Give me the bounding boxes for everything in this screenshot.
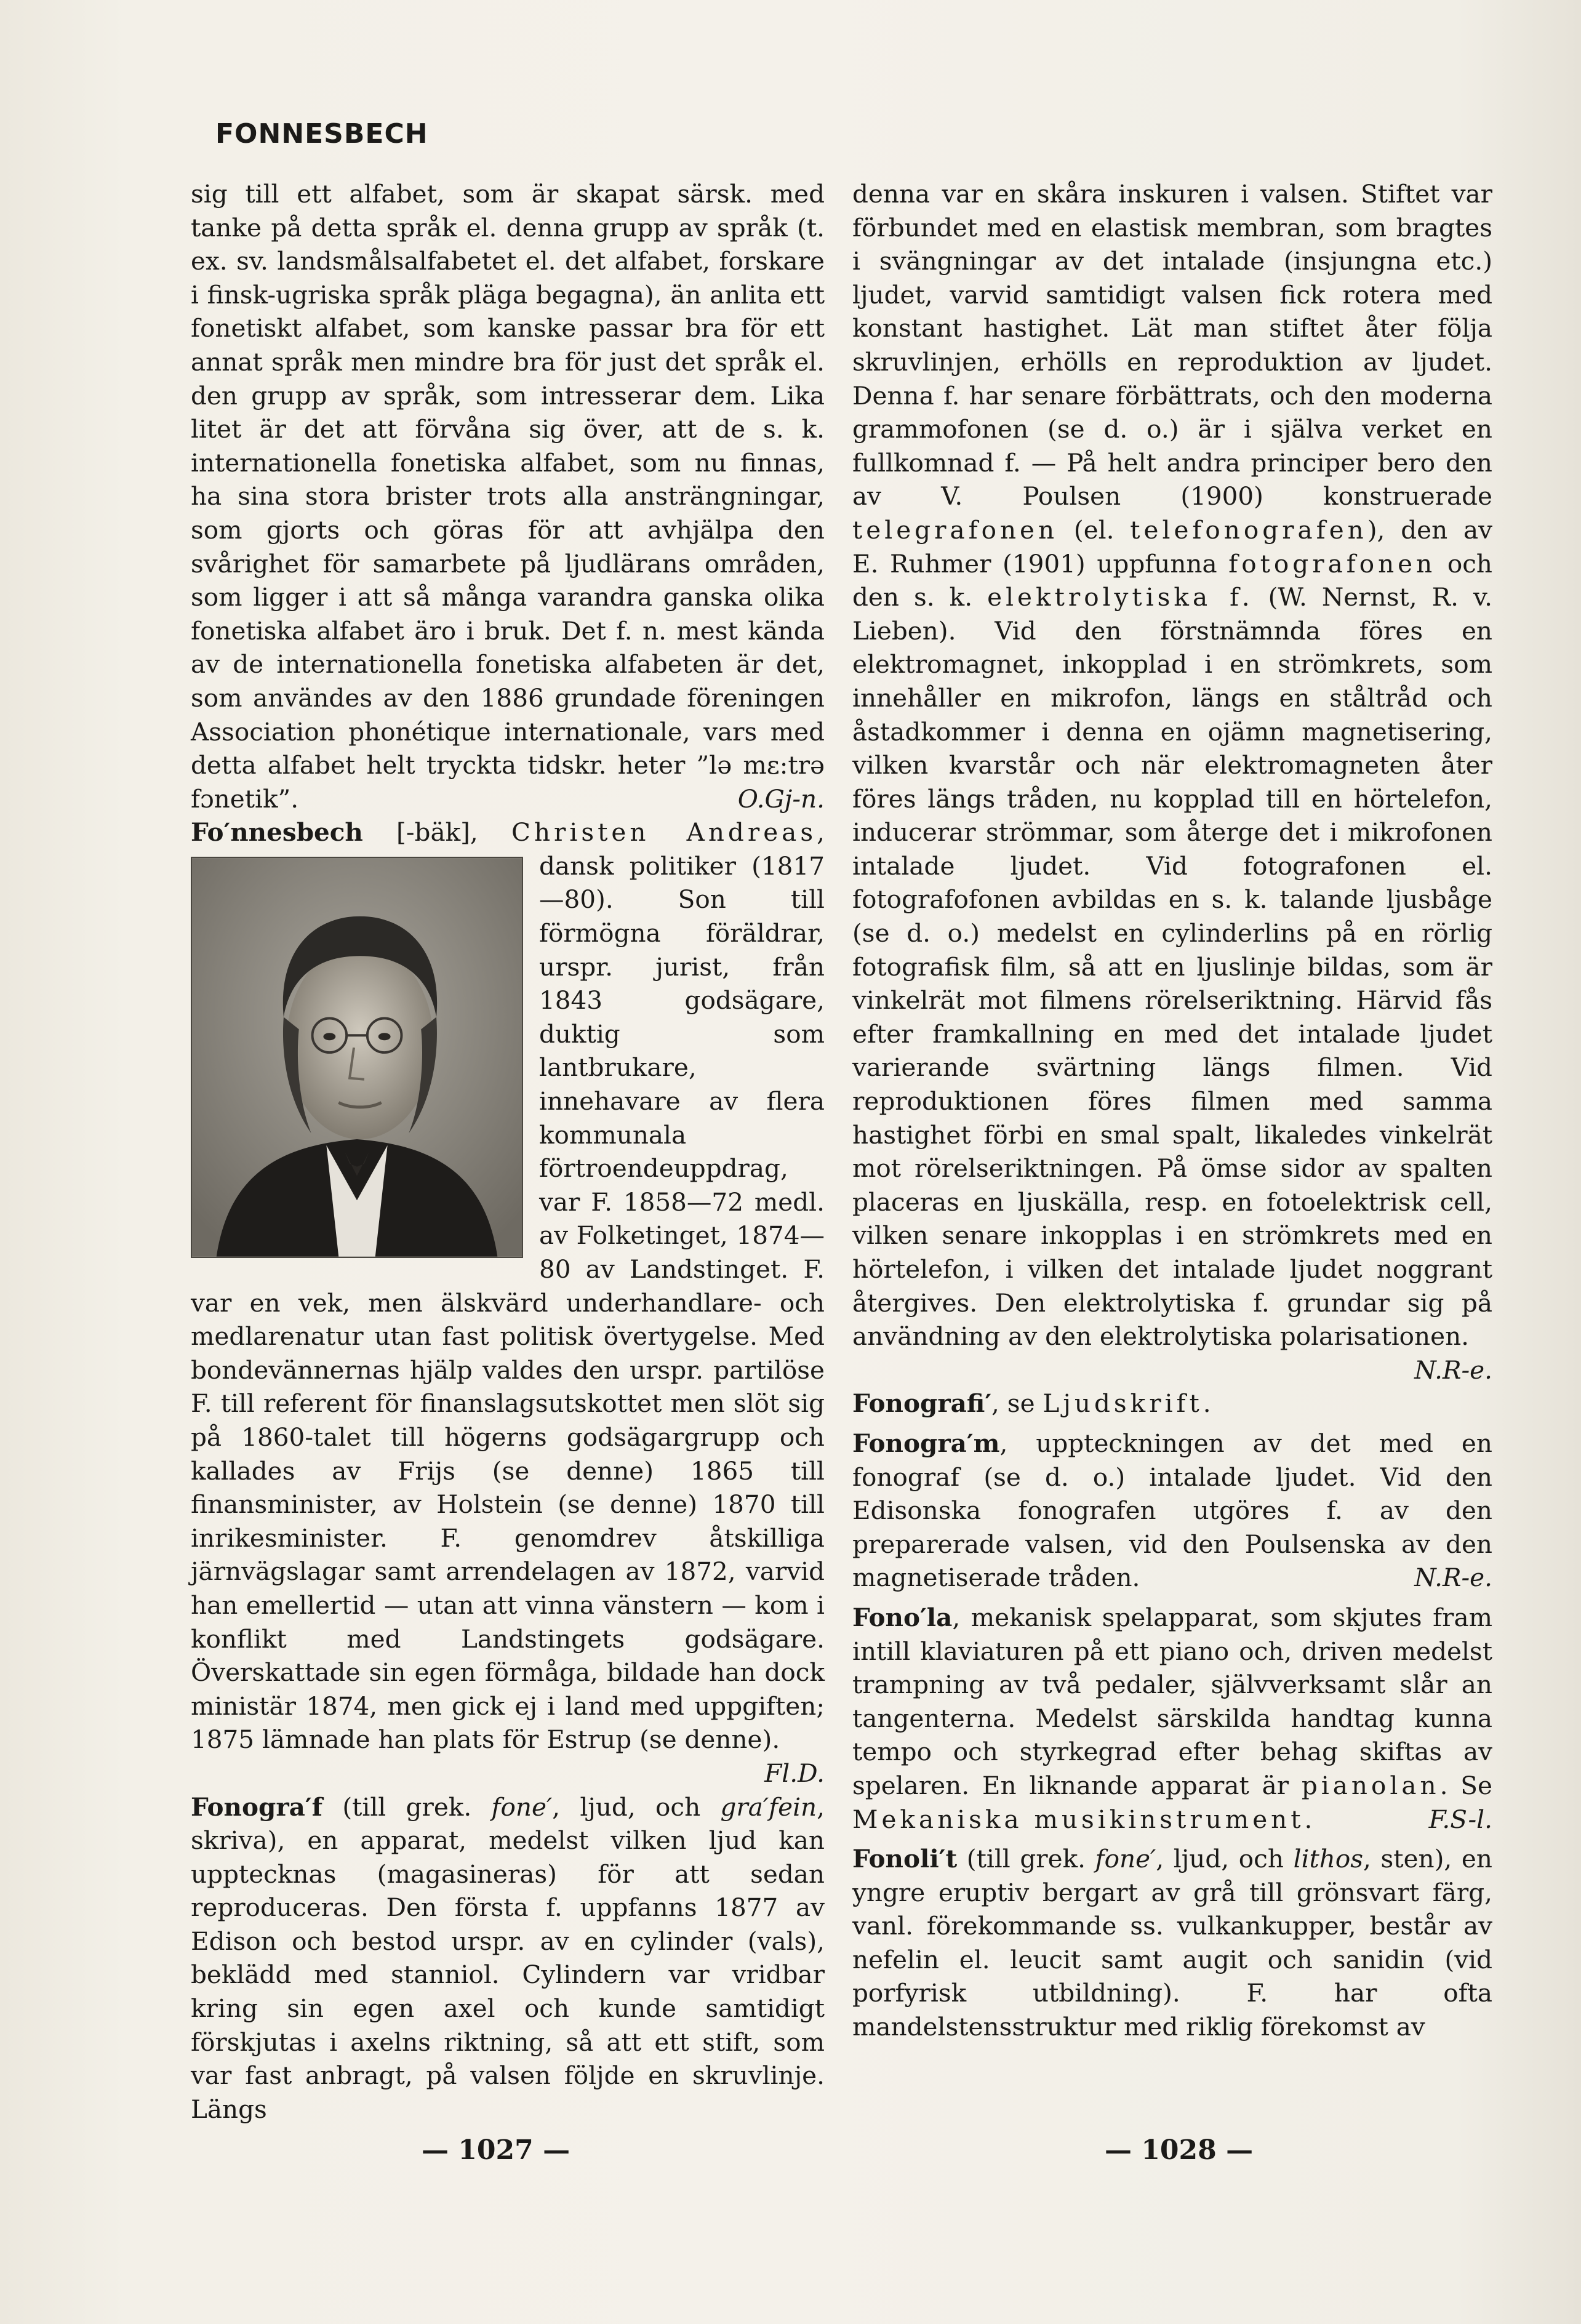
running-header: FONNESBECH xyxy=(215,118,428,150)
entry-fonografi xyxy=(852,1387,1492,1420)
entry-text: , sten), en yngre eruptiv bergart av grå till grönsvart färg, vanl. förekommande ss. vulkankupper, består av nefelin el. leucit samt augit och sanidin (vid porfyrisk utbildning). F. har ofta mandelstensstruktur med riklig förekomst av xyxy=(852,1844,1492,2042)
entry-text: . Se xyxy=(1439,1770,1492,1800)
entry-fonograf-continued xyxy=(852,177,1493,1385)
cross-reference: Mekaniska musikinstrument xyxy=(852,1804,1305,1834)
right-column xyxy=(852,177,1492,2044)
term: elektrolytiska f. xyxy=(987,582,1254,612)
person-name: Christen Andreas xyxy=(511,817,817,847)
entry-text: denna var en skåra inskuren i valsen. Stiftet var förbundet med en elastisk membran, som bragtes i svängningar av det intalade (insjungna etc.) ljudet, varvid samtidigt valsen fick rotera med konstant hastighet. Lät man stiftet åter följa skruvlinjen, erhölls en reproduktion av ljudet. Denna f. har senare förbättrats, och den moderna grammofonen (se d. o.) är i själva verket en fullkomnad f. — På helt andra principer bero den av V. Poulsen (1900) konstruerade xyxy=(852,179,1492,511)
entry-text: , skriva), en apparat, medelst vilken ljud kan upptecknas (magasineras) för att sedan reproduceras. Den första f. uppfanns 1877 av Edison och bestod urspr. av en cylinder (vals), beklädd med stanniol. Cylindern var vridbar kring sin egen axel och kunde samtidigt förskjutas i axelns riktning, så att ett stift, som var fast anbragt, på valsen följde en skruvlinje. Längs xyxy=(191,1792,825,2124)
page-number-right: — 1028 — xyxy=(1105,2134,1254,2166)
entry-text: . xyxy=(1304,1804,1313,1834)
portrait-photo xyxy=(191,857,523,1258)
entry-text: , se xyxy=(991,1388,1043,1419)
entry-fonogram xyxy=(852,1427,1492,1595)
headword: Fonogra′m xyxy=(852,1428,1000,1458)
entry-fonola xyxy=(852,1601,1492,1836)
intro-text: sig till ett alfabet, som är skapat särsk. med tanke på detta språk el. denna grupp av språk (t. ex. sv. landsmålsalfabetet el. det alfabet, forskare i finsk-ugriska språk pläga begagna), än anlita ett fonetiskt alfabet, som kanske passar bra för ett annat språk men mindre bra för just det språk el. den grupp av språk, som intresserar dem. Lika litet är det att förvåna sig över, att de s. k. internationella fonetiska alfabet, som nu finnas, ha sina stora brister trots alla ansträngningar, som gjorts och göras för att avhjälpa den svårighet för samarbete på ljudlärans områden, som ligger i att så många varandra ganska olika fonetiska alfabet äro i bruk. Det f. n. mest kända av de internationella fonetiska alfabeten är det, som användes av den 1886 grundade föreningen Association phonétique internationale, vars med detta alfabet helt tryckta tidskr. heter ”lə mɛ:trə fɔnetik”. xyxy=(191,179,825,814)
entry-text: (till grek. xyxy=(322,1792,492,1822)
entry-text: , uppteckningen av det med en fonograf (se d. o.) intalade ljudet. Vid den Edisonska fonografen utgöres f. av den preparerade valsen, vid den Poulsenska av den magnetiserade tråden. xyxy=(852,1428,1492,1593)
headword: Fonogra′f xyxy=(191,1792,323,1822)
pronunciation: [-bäk], xyxy=(362,817,511,847)
headword: Fono′la xyxy=(852,1602,953,1632)
term: telegrafonen xyxy=(852,515,1059,545)
entry-text: ), den av E. Ruhmer (1901) uppfunna xyxy=(852,515,1492,579)
term: telefonografen xyxy=(1130,515,1367,545)
entry-body: , dansk politiker (1817—80). Son till förmögna föräldrar, urspr. jurist, från 1843 godsägare, duktig som lantbrukare, innehavare av flera kommunala förtroendeuppdrag, var F. 1858—72 medl. av Folketinget, 1874—80 av Landstinget. F. var en vek, men älskvärd underhandlare- och medlarenatur utan fast politisk övertygelse. Med bondevännernas hjälp valdes den urspr. partilöse F. till referent för finanslagsutskottet men slöt sig på 1860-talet till högerns godsägargrupp och kallades av Frijs (se denne) 1865 till finansminister, av Holstein (se denne) 1870 till inrikesminister. F. genomdrev åtskilliga järnvägslagar samt arrendelagen av 1872, varvid han emellertid — utan att vinna vänstern — kom i konflikt med Landstingets godsägare. Överskattade sin egen förmåga, bildade han dock ministär 1874, men gick ej i land med uppgiften; 1875 lämnade han plats för Estrup (se denne). xyxy=(191,817,825,1755)
greek-term: fone′ xyxy=(1095,1844,1156,1874)
author-signature: F.S-l. xyxy=(1428,1804,1492,1834)
author-signature: Fl.D. xyxy=(764,1758,825,1788)
entry-fonograf xyxy=(191,1790,825,2126)
entry-text: (till grek. xyxy=(957,1844,1095,1874)
entry-text: och den s. k. xyxy=(852,548,1492,612)
greek-term: fone′ xyxy=(491,1792,553,1822)
entry-text: , ljud, och xyxy=(552,1792,721,1822)
term: pianolan xyxy=(1301,1770,1440,1800)
author-signature: N.R-e. xyxy=(1414,1355,1492,1385)
entry-text: (el. xyxy=(1058,515,1131,545)
portrait-image xyxy=(192,858,522,1257)
left-column xyxy=(191,177,825,2126)
headword: Fo′nnesbech xyxy=(191,817,363,847)
entry-text: (W. Nernst, R. v. Lieben). Vid den förstnämnda föres en elektromagnet, inkopplad i en strömkrets, som innehåller en mikrofon, längs en ståltråd och åstadkommer i denna en ojämn magnetisering, vilken kvarstår och när elektromagneten åter föres längs tråden, nu kopplad till en hörtelefon, inducerar strömmar, som återge det i mikrofonen intalade ljudet. Vid fotografonen el. fotografofonen avbildas en s. k. talande ljusbåge (se d. o.) medelst en cylinderlins på en rörlig fotografisk film, så att en ljuslinje bildas, som är vinkelrät mot filmens rörelseriktning. Härvid fås efter framkallning en med det intalade ljudet varierande svärtning längs filmen. Vid reproduktionen föres filmen med samma hastighet förbi en smal spalt, likaledes vinkelrät mot rörelseriktningen. På ömse sidor av spalten placeras en ljuskälla, resp. en fotoelektrisk cell, vilken senare inkopplas i en strömkrets med en hörtelefon, i vilken det intalade ljudet noggrant återgives. Den elektrolytiska f. grundar sig på användning av den elektrolytiska polarisationen. xyxy=(852,582,1493,1352)
author-signature: N.R-e. xyxy=(1414,1563,1492,1593)
entry-text: , ljud, och xyxy=(1156,1844,1294,1874)
entry-continuation xyxy=(191,177,825,815)
author-signature: O.Gj-n. xyxy=(737,783,825,814)
greek-term: gra′fein xyxy=(720,1792,817,1822)
headword: Fonoli′t xyxy=(852,1844,958,1874)
headword: Fonografi′ xyxy=(852,1388,992,1419)
term: fotografonen xyxy=(1228,548,1436,579)
page-number-left: — 1027 — xyxy=(422,2134,570,2166)
entry-fonnesbech xyxy=(191,815,825,1788)
entry-text: , mekanisk spelapparat, som skjutes fram intill klaviaturen på ett piano och, driven medelst trampning av två pedaler, självverksamt slår an tangenterna. Medelst särskilda handtag kunna tempo och styrkegrad efter behag skiftas av spelaren. En liknande apparat är xyxy=(852,1602,1492,1800)
entry-text: . xyxy=(1203,1388,1211,1419)
entry-fonolit xyxy=(852,1842,1492,2044)
greek-term: lithos xyxy=(1293,1844,1364,1874)
cross-reference: Ljudskrift xyxy=(1043,1388,1203,1419)
